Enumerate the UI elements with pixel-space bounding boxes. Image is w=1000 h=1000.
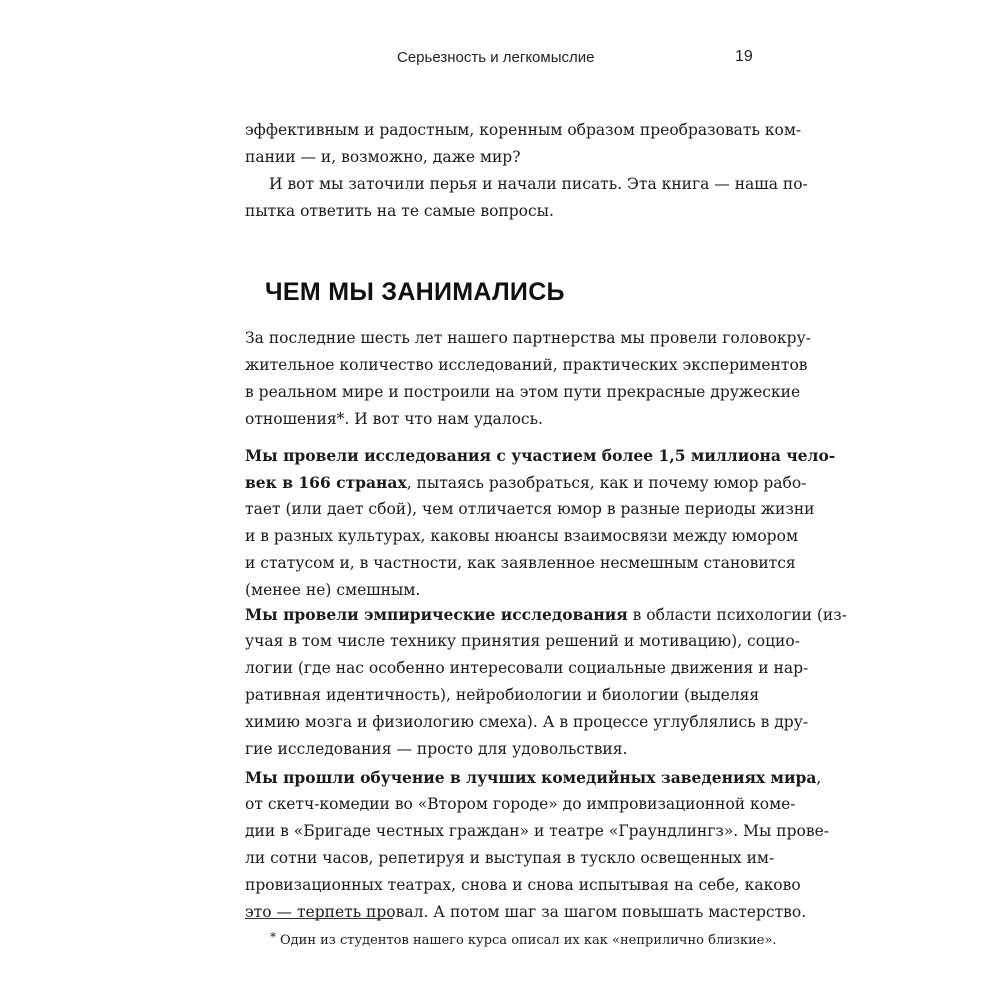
- text-line: пытка ответить на те самые вопросы.: [245, 202, 554, 220]
- page-number: 19: [735, 48, 753, 65]
- text-line: от скетч-комедии во «Втором городе» до импровизационной коме-: [245, 795, 796, 813]
- text-continuation: ,: [816, 769, 822, 787]
- text-line: в реальном мире и построили на этом пути прекрасные дружеские: [245, 383, 801, 401]
- text-line: провизационных театрах, снова и снова испытывая на себе, каково: [245, 876, 801, 894]
- text-line: отношения*. И вот что нам удалось.: [245, 410, 543, 428]
- paragraph-partnership: [245, 325, 811, 433]
- text-continuation: в области психологии (из-: [627, 606, 847, 624]
- text-line: учая в том числе технику принятия решений и мотивацию), социо-: [245, 632, 800, 650]
- bold-lead-text: Мы провели эмпирические исследования: [245, 605, 628, 624]
- text-line: гие исследования — просто для удовольствия.: [245, 740, 628, 758]
- text-line: тает (или дает сбой), чем отличается юмор в разные периоды жизни: [245, 500, 815, 518]
- footnote-divider: [245, 918, 393, 919]
- text-line: и статусом и, в частности, как заявленное несмешным становится: [245, 554, 796, 572]
- text-line: эффективным и радостным, коренным образом преобразовать ком-: [245, 121, 802, 139]
- text-line: это — терпеть провал. А потом шаг за шагом повышать мастерство.: [245, 903, 807, 921]
- paragraph-research: [245, 442, 836, 604]
- text-continuation: , пытаясь разобраться, как и почему юмор рабо-: [406, 474, 807, 492]
- text-line: пании — и, возможно, даже мир?: [245, 148, 521, 166]
- text-line: (менее не) смешным.: [245, 581, 421, 599]
- intro-paragraph: [245, 117, 808, 225]
- bold-lead-text: век в 166 странах: [245, 473, 407, 492]
- text-line: дии в «Бригаде честных граждан» и театре «Граундлингз». Мы прове-: [245, 822, 830, 840]
- section-heading: ЧЕМ МЫ ЗАНИМАЛИСЬ: [265, 278, 565, 306]
- paragraph-comedy-training: [245, 764, 830, 926]
- text-line: жительное количество исследований, практических экспериментов: [245, 356, 808, 374]
- bold-lead-line: Мы провели исследования с участием более 1,5 миллиона чело-: [245, 446, 836, 465]
- text-line: химию мозга и физиологию смеха). А в процессе углублялись в дру-: [245, 713, 809, 731]
- text-line: ративная идентичность), нейробиологии и биологии (выделяя: [245, 686, 760, 704]
- text-line: и в разных культурах, каковы нюансы взаимосвязи между юмором: [245, 527, 798, 545]
- text-line: [245, 469, 807, 496]
- text-line: логии (где нас особенно интересовали социальные движения и нар-: [245, 659, 809, 677]
- text-line: За последние шесть лет нашего партнерства мы провели головокру-: [245, 329, 811, 347]
- bold-lead-text: Мы прошли обучение в лучших комедийных заведениях мира: [245, 768, 817, 787]
- footnote-marker: *: [270, 930, 276, 944]
- text-line: ли сотни часов, репетируя и выступая в тускло освещенных им-: [245, 849, 775, 867]
- paragraph-empirical: [245, 601, 847, 763]
- running-title: Серьезность и легкомыслие: [397, 49, 595, 66]
- footnote: [270, 926, 777, 952]
- text-line: И вот мы заточили перья и начали писать. Эта книга — наша по-: [269, 175, 808, 193]
- footnote-text: Один из студентов нашего курса описал их как «неприлично близкие».: [280, 933, 777, 948]
- text-line: [245, 764, 822, 791]
- text-line: [245, 601, 847, 628]
